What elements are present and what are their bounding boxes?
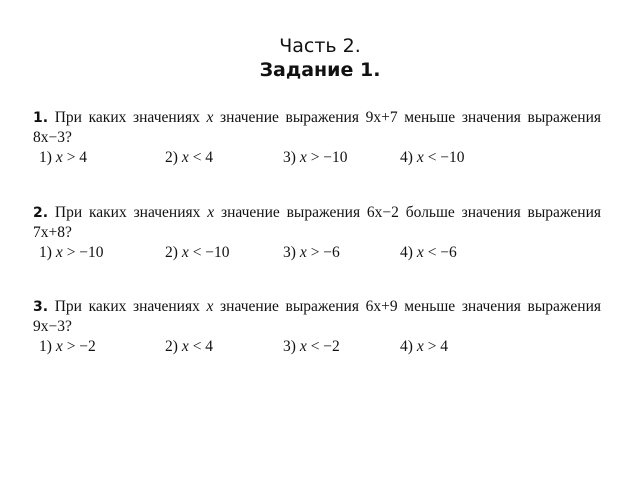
expression-2: 7x+8? (33, 224, 72, 241)
option-variable: x (181, 149, 189, 166)
problem-question (33, 297, 601, 337)
option-number: 2) (165, 149, 178, 166)
answer-option-4 (400, 243, 520, 263)
answer-option-2 (165, 243, 283, 263)
answer-option-2 (165, 148, 283, 168)
option-relation: > −2 (62, 338, 96, 355)
question-text-after: больше значения выражения (398, 204, 602, 221)
problem-3 (33, 297, 601, 357)
option-number: 3) (283, 244, 296, 261)
option-number: 1) (39, 338, 52, 355)
option-variable: x (181, 244, 189, 261)
problem-number: 1. (33, 110, 49, 126)
option-relation: > −10 (306, 149, 348, 166)
option-number: 3) (283, 338, 296, 355)
option-relation: > −6 (306, 244, 340, 261)
variable: x (206, 109, 214, 126)
option-relation: > 4 (62, 149, 88, 166)
option-variable: x (55, 149, 63, 166)
answer-option-1 (39, 337, 165, 357)
option-variable: x (299, 149, 307, 166)
problem-question (33, 203, 601, 243)
option-relation: > −10 (62, 244, 104, 261)
part-title: Часть 2. (279, 35, 361, 57)
question-text-middle: значение выражения (214, 204, 367, 221)
question-text-before: При каких значениях (54, 109, 207, 126)
task-title: Задание 1. (259, 59, 381, 81)
answer-option-1 (39, 243, 165, 263)
question-text-after: меньше значения выражения (397, 298, 602, 315)
answer-option-4 (400, 337, 520, 357)
answer-option-3 (283, 337, 400, 357)
option-number: 4) (400, 149, 413, 166)
question-text-after: меньше значения выражения (397, 109, 602, 126)
answer-option-3 (283, 243, 400, 263)
option-number: 3) (283, 149, 296, 166)
option-variable: x (416, 244, 424, 261)
option-relation: < −2 (306, 338, 340, 355)
option-variable: x (416, 149, 424, 166)
option-relation: > 4 (423, 338, 449, 355)
question-text-middle: значение выражения (213, 298, 366, 315)
question-text-middle: значение выражения (213, 109, 366, 126)
answer-options (33, 243, 601, 263)
option-relation: < −10 (423, 149, 465, 166)
answer-option-2 (165, 337, 283, 357)
expression-1: 9x+7 (365, 109, 398, 126)
option-number: 4) (400, 338, 413, 355)
answer-option-4 (400, 148, 520, 168)
option-relation: < 4 (188, 149, 214, 166)
option-variable: x (299, 338, 307, 355)
option-number: 2) (165, 244, 178, 261)
option-variable: x (416, 338, 424, 355)
expression-1: 6x−2 (366, 204, 399, 221)
expression-2: 9x−3? (33, 318, 72, 335)
problem-number: 3. (33, 299, 49, 315)
option-relation: < 4 (188, 338, 214, 355)
option-number: 4) (400, 244, 413, 261)
header (0, 34, 640, 82)
expression-2: 8x−3? (33, 129, 72, 146)
option-number: 1) (39, 244, 52, 261)
option-relation: < −6 (423, 244, 457, 261)
problem-2 (33, 203, 601, 263)
option-variable: x (181, 338, 189, 355)
option-variable: x (55, 244, 63, 261)
option-relation: < −10 (188, 244, 230, 261)
option-number: 2) (165, 338, 178, 355)
question-text-before: При каких значениях (54, 204, 208, 221)
question-text-before: При каких значениях (54, 298, 207, 315)
answer-option-1 (39, 148, 165, 168)
option-number: 1) (39, 149, 52, 166)
answer-options (33, 337, 601, 357)
variable: x (206, 298, 214, 315)
variable: x (207, 204, 215, 221)
problem-1 (33, 108, 601, 168)
answer-option-3 (283, 148, 400, 168)
problem-number: 2. (33, 205, 49, 221)
option-variable: x (55, 338, 63, 355)
expression-1: 6x+9 (365, 298, 398, 315)
option-variable: x (299, 244, 307, 261)
problem-question (33, 108, 601, 148)
answer-options (33, 148, 601, 168)
